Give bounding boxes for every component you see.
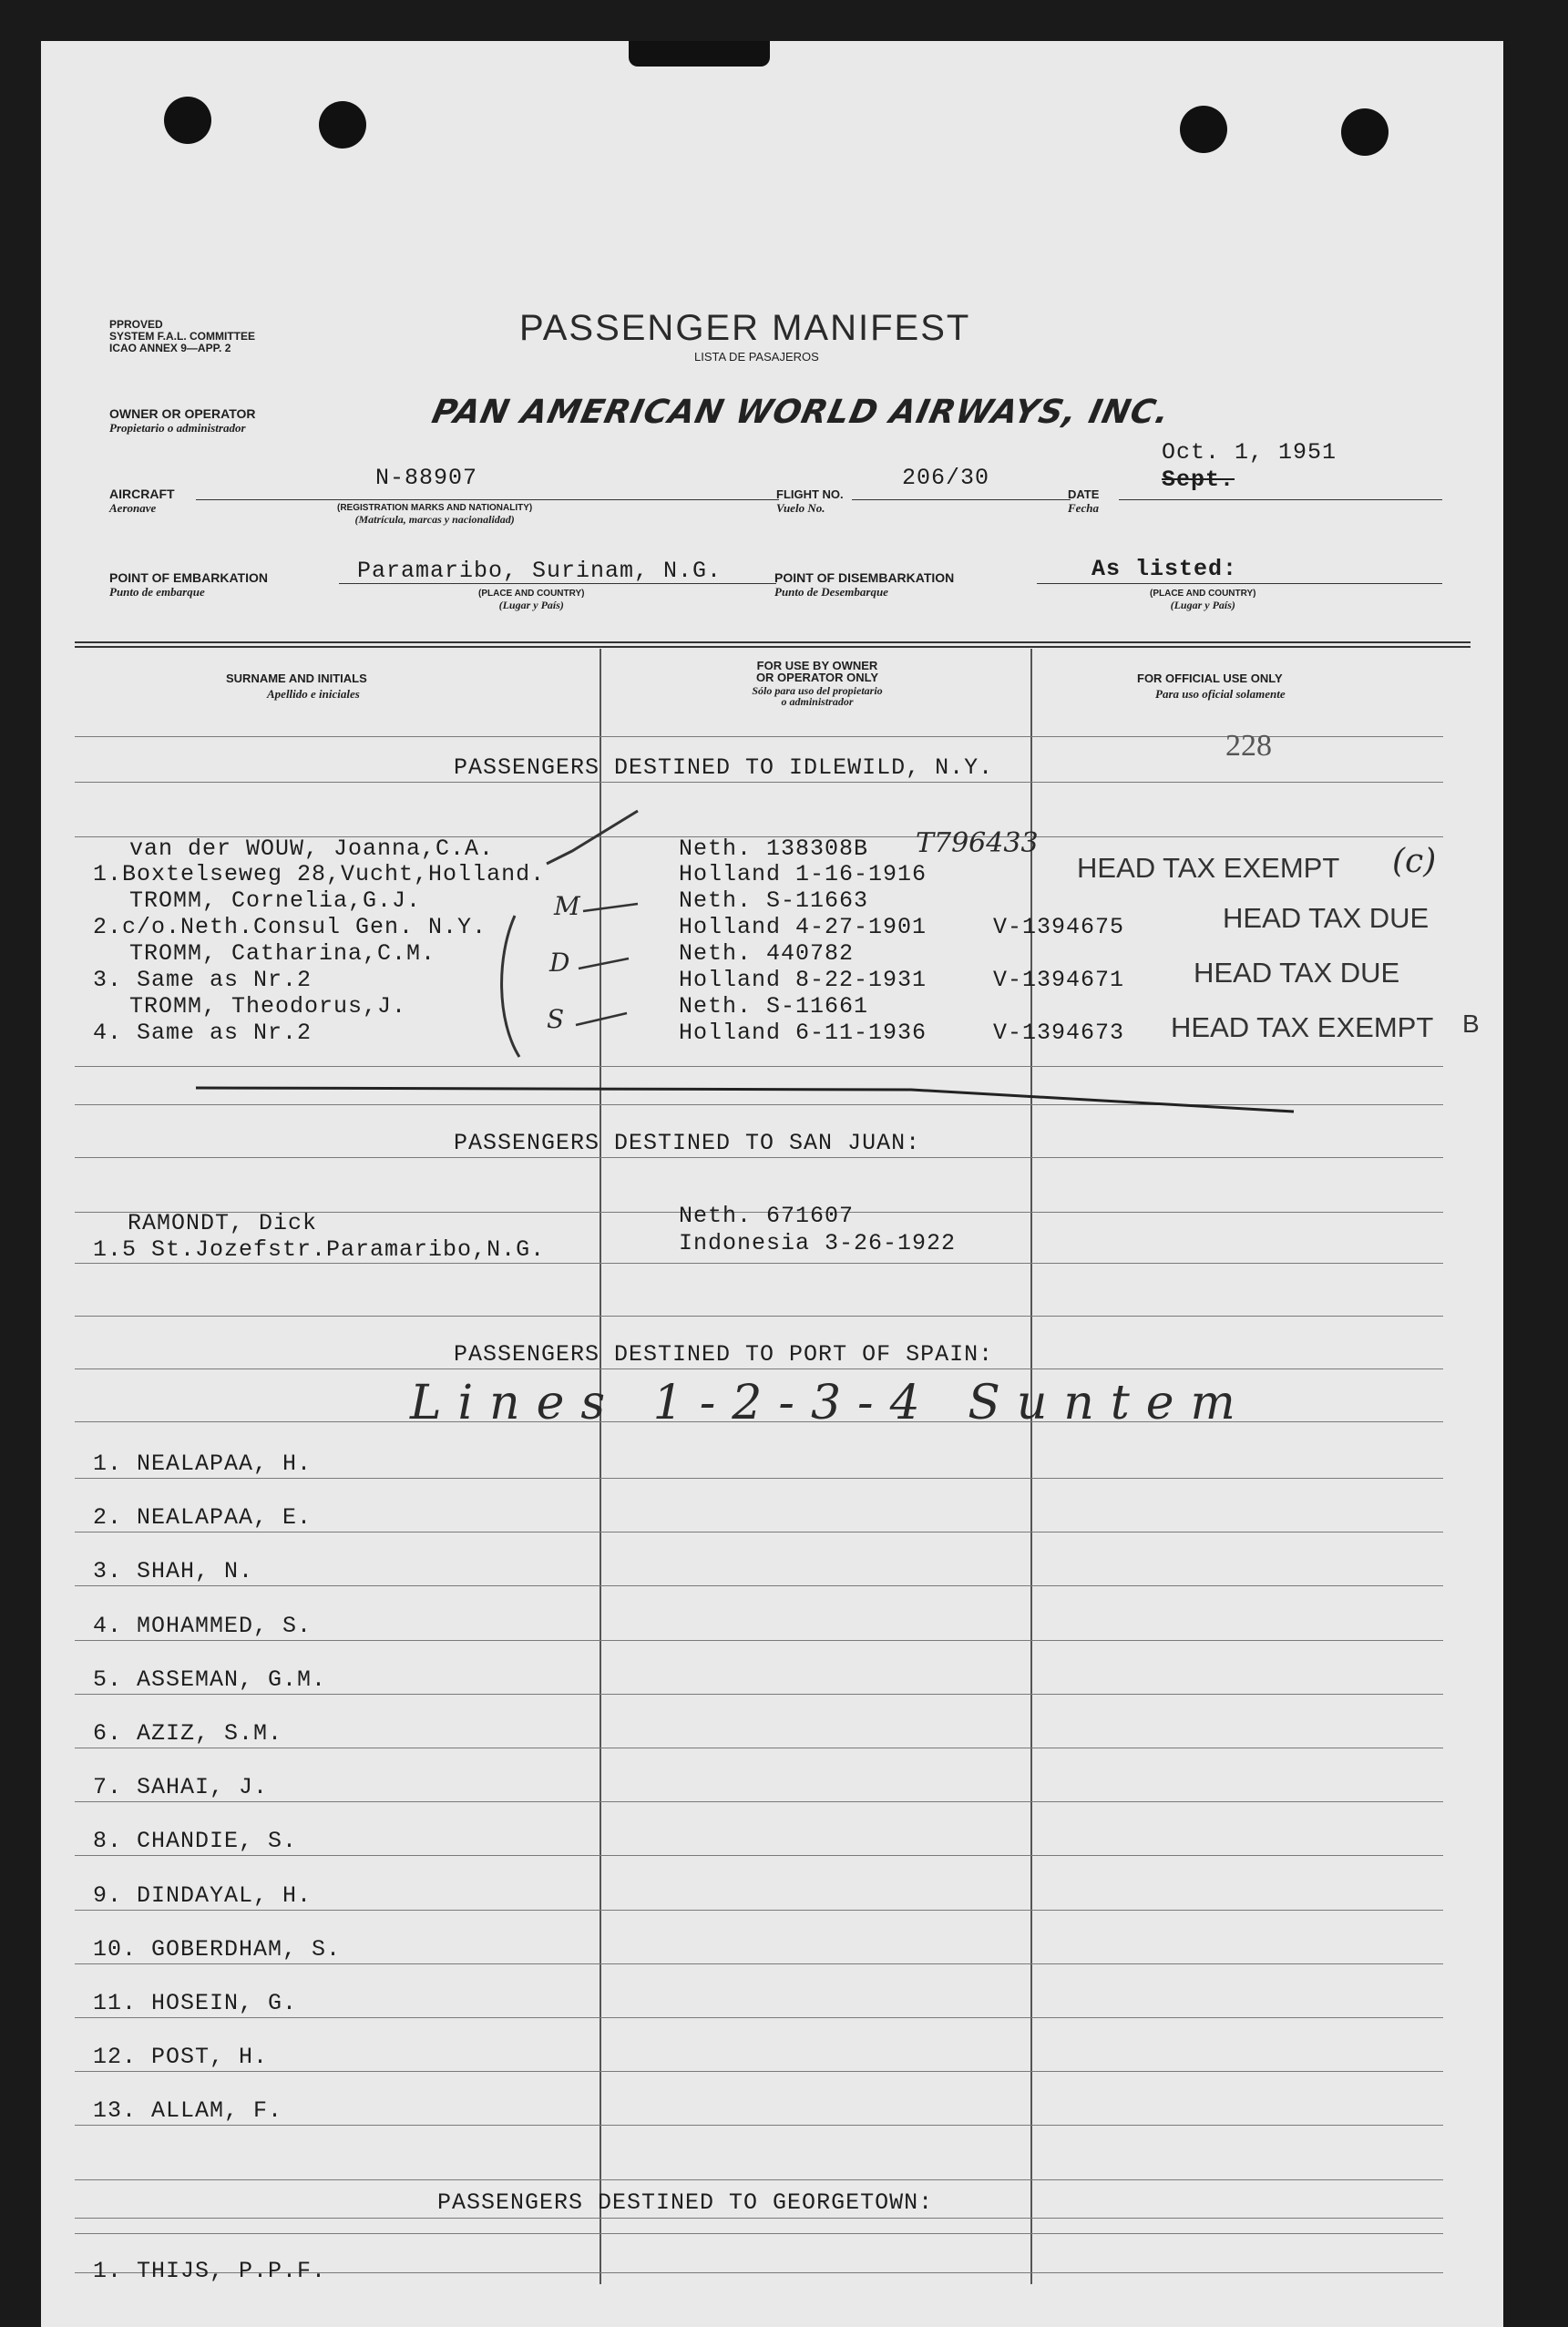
- passport-no: Neth. S-11661: [679, 993, 869, 1020]
- list-item: 1. NEALAPAA, H.: [93, 1451, 313, 1477]
- approved-block: PPROVED SYSTEM F.A.L. COMMITTEE ICAO ANNEX 9—APP. 2: [109, 318, 256, 354]
- disembark-label: POINT OF DISEMBARKATION: [774, 570, 955, 585]
- embark-place-caption: (PLACE AND COUNTRY) (Lugar y País): [478, 589, 585, 611]
- registration-caption: (REGISTRATION MARKS AND NATIONALITY) (Matrícula, marcas y nacionalidad): [337, 503, 533, 526]
- passenger-address: 1.5 St.Jozefstr.Paramaribo,N.G.: [93, 1236, 546, 1263]
- owner-label-es: Propietario o administrador: [109, 421, 246, 435]
- family-mark-s: S: [547, 1004, 565, 1034]
- date-struck: Sept.: [1162, 466, 1235, 493]
- list-item: 12. POST, H.: [93, 2044, 269, 2071]
- visa-no: V-1394671: [993, 967, 1125, 993]
- section-port-of-spain: PASSENGERS DESTINED TO PORT OF SPAIN:: [454, 1341, 994, 1368]
- birth-place-date: Holland 8-22-1931: [679, 967, 927, 993]
- list-item: 2. NEALAPAA, E.: [93, 1504, 313, 1532]
- page-subtitle: LISTA DE PASAJEROS: [694, 350, 819, 364]
- section-georgetown: PASSENGERS DESTINED TO GEORGETOWN:: [437, 2189, 934, 2216]
- family-mark-m: M: [554, 891, 580, 921]
- flight-label: FLIGHT NO.: [776, 487, 844, 501]
- passport-no: Neth. 138308B: [679, 835, 869, 862]
- passport-no: Neth. 671607: [679, 1203, 855, 1229]
- passenger-name: TROMM, Catharina,C.M.: [129, 940, 436, 967]
- embark-label: POINT OF EMBARKATION: [109, 570, 268, 585]
- list-item: 11. HOSEIN, G.: [93, 1990, 298, 2016]
- disembark-place-caption: (PLACE AND COUNTRY) (Lugar y País): [1150, 589, 1256, 611]
- list-item: 9. DINDAYAL, H.: [93, 1881, 313, 1909]
- page-title: PASSENGER MANIFEST: [519, 308, 971, 348]
- passenger-address: 4. Same as Nr.2: [93, 1020, 313, 1046]
- embark-label-es: Punto de embarque: [109, 585, 205, 599]
- passenger-address: 1.Boxtelseweg 28,Vucht,Holland.: [93, 861, 546, 887]
- visa-no: V-1394673: [993, 1020, 1125, 1046]
- passport-no: Neth. S-11663: [679, 887, 869, 914]
- passenger-name: TROMM, Cornelia,G.J.: [129, 887, 422, 914]
- embarkation-value: Paramaribo, Surinam, N.G.: [357, 558, 723, 584]
- family-mark-d: D: [549, 948, 570, 978]
- dash-mark: [579, 958, 629, 969]
- list-item: 5. ASSEMAN, G.M.: [93, 1666, 327, 1693]
- head-tax-stamp: HEAD TAX DUE: [1194, 957, 1400, 989]
- passenger-name: TROMM, Theodorus,J.: [129, 993, 407, 1020]
- birth-place-date: Indonesia 3-26-1922: [679, 1230, 957, 1256]
- col-surname-header-es: Apellido e iniciales: [267, 687, 360, 701]
- col-surname-header: SURNAME AND INITIALS: [226, 671, 367, 685]
- head-tax-stamp: HEAD TAX EXEMPT: [1171, 1011, 1434, 1043]
- passenger-address: 2.c/o.Neth.Consul Gen. N.Y.: [93, 914, 487, 940]
- date-label-es: Fecha: [1068, 501, 1099, 515]
- date-label: DATE: [1068, 487, 1100, 501]
- flight-value: 206/30: [902, 465, 990, 491]
- list-item: 7. SAHAI, J.: [93, 1774, 269, 1801]
- section-san-juan: PASSENGERS DESTINED TO SAN JUAN:: [454, 1130, 921, 1156]
- birth-place-date: Holland 4-27-1901: [679, 914, 927, 940]
- head-tax-stamp: HEAD TAX EXEMPT: [1077, 852, 1340, 884]
- visa-no: V-1394675: [993, 914, 1125, 940]
- aircraft-label: AIRCRAFT: [109, 487, 175, 501]
- dash-mark: [583, 904, 638, 911]
- passenger-name: RAMONDT, Dick: [128, 1210, 318, 1236]
- passport-no: Neth. 440782: [679, 940, 855, 967]
- dash-mark: [576, 1013, 627, 1025]
- col-official-header-es: Para uso oficial solamente: [1155, 687, 1286, 701]
- aircraft-label-es: Aeronave: [109, 501, 157, 515]
- list-item: 13. ALLAM, F.: [93, 2097, 283, 2125]
- list-item: 10. GOBERDHAM, S.: [93, 1935, 342, 1963]
- date-value: Oct. 1, 1951: [1162, 439, 1337, 466]
- list-item: 6. AZIZ, S.M.: [93, 1720, 283, 1747]
- section-stroke: [196, 1088, 1294, 1112]
- handwritten-number: T796433: [916, 827, 1039, 859]
- aircraft-value: N-88907: [375, 465, 478, 491]
- list-item: 4. MOHAMMED, S.: [93, 1612, 313, 1639]
- handwritten-mark: (c): [1392, 843, 1437, 880]
- check-mark: [547, 811, 638, 864]
- list-item: 3. SHAH, N.: [93, 1558, 254, 1585]
- passenger-name: van der WOUW, Joanna,C.A.: [129, 835, 495, 862]
- operator-name: PAN AMERICAN WORLD AIRWAYS, INC.: [428, 394, 1173, 431]
- flight-label-es: Vuelo No.: [776, 501, 825, 515]
- col-official-header: FOR OFFICIAL USE ONLY: [1137, 671, 1283, 685]
- list-item: 8. CHANDIE, S.: [93, 1828, 298, 1855]
- disembark-label-es: Punto de Desembarque: [774, 585, 888, 599]
- head-tax-stamp-mark: B: [1462, 1010, 1480, 1038]
- official-number: 228: [1225, 729, 1272, 763]
- passenger-name: 1. THIJS, P.P.F.: [93, 2258, 327, 2284]
- disembarkation-value: As listed:: [1091, 556, 1238, 582]
- col-owner-header-es: Sólo para uso del propietario o administrador: [752, 684, 883, 708]
- head-tax-stamp: HEAD TAX DUE: [1223, 902, 1430, 934]
- passenger-address: 3. Same as Nr.2: [93, 967, 313, 993]
- birth-place-date: Holland 1-16-1916: [679, 861, 927, 887]
- section-idlewild: PASSENGERS DESTINED TO IDLEWILD, N.Y.: [454, 754, 994, 781]
- birth-place-date: Holland 6-11-1936: [679, 1020, 927, 1046]
- owner-label: OWNER OR OPERATOR: [109, 406, 256, 421]
- col-owner-header: FOR USE BY OWNER OR OPERATOR ONLY: [755, 659, 879, 684]
- handwritten-note: Lines 1-2-3-4 Suntem: [410, 1376, 1252, 1430]
- family-bracket: [502, 916, 519, 1057]
